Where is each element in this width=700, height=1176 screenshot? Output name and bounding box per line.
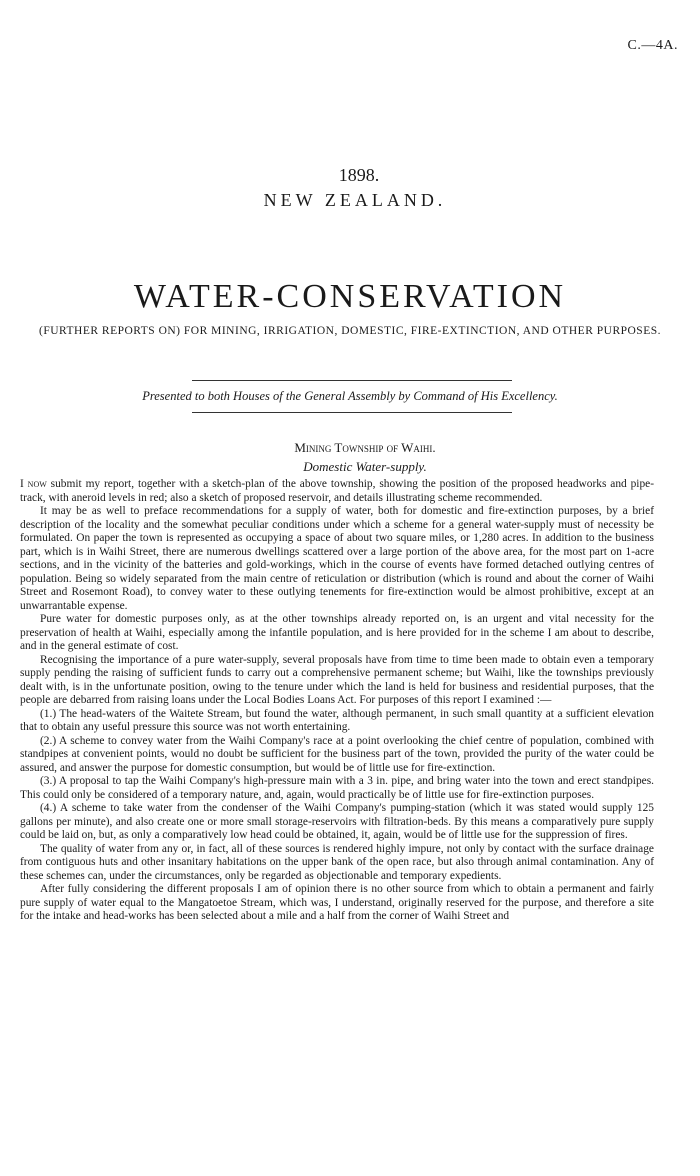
paragraph-text: submit my report, together with a sketch-plan of the above township, showing the position of the proposed headworks and pipe-track, with aneroid levels in red; also a sketch of proposed reservoir, and details illustrating scheme recommended. (20, 478, 654, 504)
paragraph: Recognising the importance of a pure water-supply, several proposals have from time to time been made to obtain even a temporary supply pending the raising of sufficient funds to carry out a comprehensive permanent scheme; but Waihi, like the townships previously dealt with, is in the unfortunate position, owing to the tenure under which the land is held for business and residential purposes, that the people are debarred from raising loans under the Local Bodies Loans Act. For purposes of this report I examined :— (20, 653, 654, 706)
document-title: WATER-CONSERVATION (133, 278, 567, 315)
paragraph-opening: I now (20, 478, 47, 490)
paragraph: (4.) A scheme to take water from the condenser of the Waihi Company's pumping-station (which it was stated would supply 125 gallons per minute), and also create one or more small storage-reservoirs with filtration-beds. By this means a comparatively pure supply could be laid on, but, as only a comparatively low head could be obtained, it, again, would be of little use for the suppression of fires. (20, 802, 654, 841)
paragraph: After fully considering the different proposals I am of opinion there is no other source from which to obtain a permanent and fairly pure supply of water equal to the Mangatoetoe Stream, which was, I understand, originally reserved for the purpose, and therefore a site for the intake and head-works has been selected about a mile and a half from the corner of Waihi Street and (20, 883, 654, 922)
section-heading: Mining Township of Waihi. (294, 440, 436, 455)
section-subheading: Domestic Water-supply. (303, 459, 427, 474)
presented-line: Presented to both Houses of the General Assembly by Command of His Excellency. (142, 389, 558, 403)
document-subtitle: (FURTHER REPORTS ON) FOR MINING, IRRIGATION, DOMESTIC, FIRE-EXTINCTION, AND OTHER PURPOSES. (38, 325, 662, 337)
paper-reference: C.—4A. (627, 38, 678, 53)
paragraph (20, 478, 654, 505)
country-heading: NEW ZEALAND. (263, 190, 447, 210)
report-body (20, 478, 654, 924)
paragraph: (3.) A proposal to tap the Waihi Company's high-pressure main with a 3 in. pipe, and bring water into the town and erect standpipes. This could only be considered of a temporary nature, and, again, would practically be of little use for fire-extinction purposes. (20, 775, 654, 801)
paragraph: It may be as well to preface recommendations for a supply of water, both for domestic and fire-extinction purposes, by a brief description of the locality and the somewhat peculiar conditions under which a scheme for a general water-supply must of necessity be formulated. On paper the town is represented as occupying a space of about two square miles, or 1,280 acres. In addition to the business part, which is in Waihi Street, there are numerous dwellings scattered over a large portion of the above area, for the most part on 1-acre sections, and in the vicinity of the batteries and gold-workings, which in the course of events have formed detached outlying centres of population. Being so widely separated from the main centre of reticulation or distribution (which is round and about the corner of Waihi Street and Rosemont Road), to convey water to these outlying tenements for fire-extinction would be almost prohibitive, except at an unwarrantable expense. (20, 505, 654, 612)
divider-bottom (192, 412, 512, 413)
paragraph: Pure water for domestic purposes only, as at the other townships already reported on, is an urgent and vital necessity for the preservation of health at Waihi, especially among the infantile population, and is here provided for in the scheme I am about to describe, and in the general estimate of cost. (20, 613, 654, 652)
paragraph: (2.) A scheme to convey water from the Waihi Company's race at a point overlooking the chief centre of population, combined with standpipes at convenient points, would no doubt be sufficient for the business part of the town, provided the purity of the water could be assured, and answer the purpose for domestic consumption, but would be of little use for fire-extinction. (20, 734, 654, 774)
publication-year: 1898. (338, 165, 380, 185)
divider-top (192, 380, 512, 381)
paragraph: The quality of water from any or, in fact, all of these sources is rendered highly impure, not only by contact with the surface drainage from contiguous huts and other insanitary habitations on the upper bank of the open race, but also through animal contamination. Any of these schemes can, under the circumstances, only be regarded as objectionable and temporary expedients. (20, 842, 654, 882)
paragraph: (1.) The head-waters of the Waitete Stream, but found the water, although permanent, in such small quantity at a sufficient elevation that to obtain any useful pressure this source was not worth entertaining. (20, 707, 654, 733)
